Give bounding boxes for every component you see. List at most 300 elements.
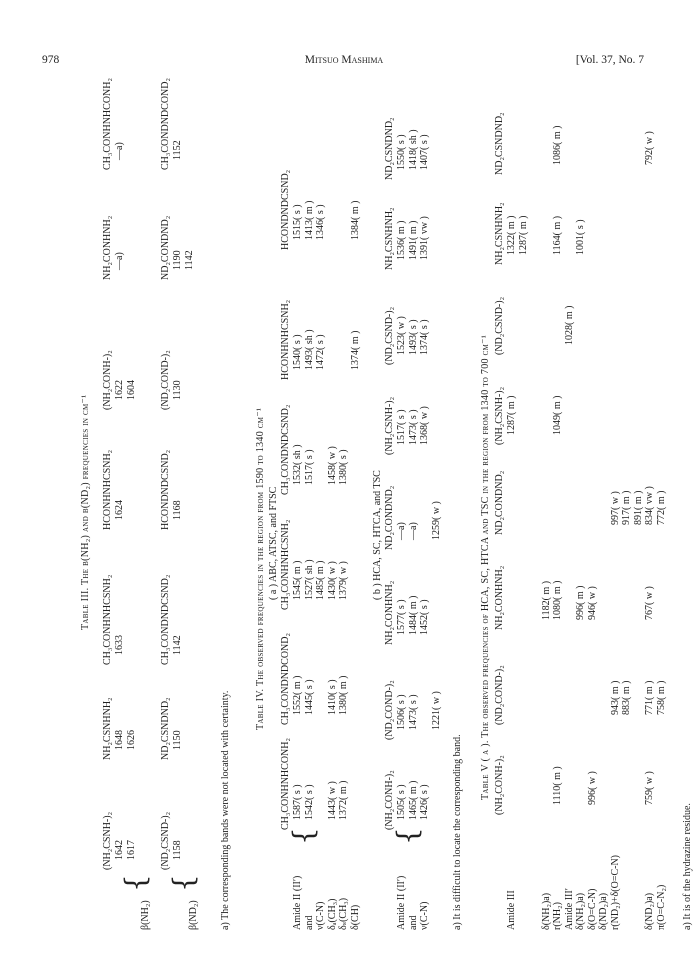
- table-cell: 1545( m ): [292, 560, 303, 600]
- table-cell: 1384( m ): [349, 200, 361, 240]
- table-cell: 917( m ): [621, 490, 632, 525]
- value-column: [172, 380, 184, 400]
- row-label: Amide II (II′): [292, 875, 303, 930]
- column-header: HCONDNDCSND₂: [280, 169, 291, 250]
- table-cell: [327, 201, 339, 240]
- table-cell: [564, 216, 576, 255]
- table3-row-nh-label: β(NH₂): [140, 900, 151, 930]
- table-cell: [338, 201, 350, 240]
- table-cell: [529, 766, 541, 805]
- table-cell: [529, 126, 541, 165]
- row-label: r(NH₂): [552, 902, 563, 930]
- table-cell: 1346( s ): [315, 204, 326, 240]
- column-header: (NH₂CSNH-)₂: [384, 396, 395, 455]
- value-column: [506, 126, 667, 165]
- table-cell: [518, 766, 530, 805]
- table-cell: 767( w ): [644, 586, 655, 620]
- column-header: (ND₂CSND-)₂: [384, 306, 395, 365]
- table-cell: [564, 126, 576, 165]
- column-header: CH₃CONDNDCSND₂: [280, 404, 291, 495]
- value-column: [292, 676, 361, 715]
- table-cell: 759( w ): [644, 771, 655, 805]
- volume-info: [Vol. 37, No. 7: [575, 54, 644, 66]
- table-cell: [598, 306, 610, 345]
- table-cell: 1505( s ): [396, 784, 407, 820]
- table-cell: [598, 126, 610, 165]
- table-cell: 1001( s ): [575, 219, 586, 255]
- value-column: [396, 596, 431, 635]
- table-cell: 1287( m ): [506, 395, 517, 435]
- table-cell: 1517( s ): [396, 409, 407, 445]
- table-cell: 1168: [172, 500, 183, 520]
- table-cell: [419, 691, 431, 730]
- table-cell: 1523( w ): [396, 316, 407, 355]
- table-cell: [541, 486, 553, 525]
- table-cell: [610, 396, 622, 435]
- table-cell: 1473( s ): [407, 694, 419, 730]
- table-cell: 1182( m ): [540, 580, 552, 620]
- row-label: δ(ND₂)a): [598, 892, 609, 930]
- table-cell: 1150: [172, 730, 183, 750]
- table-cell: 1130: [172, 380, 183, 400]
- table-cell: [598, 216, 610, 255]
- value-column: [292, 201, 361, 240]
- column-header: HCONDNDCSND₂: [160, 449, 171, 530]
- table-cell: 1506( s ): [396, 694, 407, 730]
- table-cell: 792( w ): [644, 131, 655, 165]
- value-column: [506, 486, 667, 525]
- table-cell: 1633: [114, 635, 125, 655]
- table-cell: 1380( m ): [338, 675, 349, 715]
- table-cell: [633, 306, 645, 345]
- value-column: [506, 396, 667, 435]
- column-header: ND₂CONDND₂: [384, 485, 395, 550]
- table-cell: [541, 126, 553, 165]
- value-column: [506, 681, 667, 715]
- value-column: [506, 766, 667, 805]
- table-cell: [518, 581, 530, 620]
- table-cell: 1190: [172, 250, 183, 270]
- table-cell: [541, 396, 553, 435]
- table-cell: [633, 216, 645, 255]
- table-cell: [587, 306, 599, 345]
- table-cell: 1577( s ): [396, 599, 407, 635]
- value-column: [396, 691, 442, 730]
- table-cell: [644, 306, 656, 345]
- table-cell: 1028( m ): [563, 305, 575, 345]
- column-header: (ND₂COND-)₂: [494, 665, 505, 725]
- value-column: [506, 306, 667, 345]
- table-cell: 1379( w ): [338, 561, 349, 600]
- table-cell: [587, 486, 599, 525]
- table-cell: 1372( m ): [338, 780, 349, 820]
- table-cell: 1287( m ): [517, 215, 529, 255]
- table-cell: 1413( m ): [303, 200, 315, 240]
- table-cell: [587, 216, 599, 255]
- table-cell: [529, 216, 541, 255]
- table-cell: 1540( s ): [292, 334, 303, 370]
- column-header: ND₂CSNDND₂: [160, 697, 171, 760]
- table-cell: [552, 306, 564, 345]
- running-author: Mitsuo Mashima: [304, 54, 384, 66]
- table-cell: [350, 559, 362, 600]
- table-cell: 1587( s ): [292, 784, 303, 820]
- column-header: CH₃CONHNHCSNH₂: [280, 519, 291, 610]
- value-column: [172, 250, 195, 270]
- brace-icon: {: [287, 827, 320, 845]
- table-cell: 1445( s ): [303, 679, 315, 715]
- table-cell: 1380( s ): [338, 449, 349, 485]
- table-cell: [552, 486, 564, 525]
- table-cell: [541, 216, 553, 255]
- table-cell: 997( w ): [609, 491, 621, 525]
- column-header: NH₂CONHNH₂: [494, 565, 505, 630]
- table-cell: [598, 396, 610, 435]
- table-cell: 891( m ): [632, 490, 644, 525]
- table-cell: [656, 396, 668, 435]
- table-cell: [518, 396, 530, 435]
- table-cell: 1368( w ): [419, 406, 430, 445]
- column-header: (NH₂CONH-)₂: [384, 770, 395, 830]
- column-header: CH₃CONDNDCSND₂: [160, 574, 171, 665]
- value-column: [172, 140, 184, 160]
- column-header: (ND₂CSND-)₂: [160, 811, 171, 870]
- row-label: δ(ND₂)a): [644, 892, 655, 930]
- table-cell: [350, 781, 362, 820]
- column-header: CH₃CONHNHCONH₂: [280, 738, 291, 830]
- value-column: [396, 406, 431, 445]
- value-column: [172, 500, 184, 520]
- table-cell: [598, 681, 610, 715]
- table5-title: Table V ( a ). The observed frequencies of HCA, SC, HTCA and TSC in the region from 1340 to 700 cm⁻¹: [480, 335, 491, 800]
- table-cell: 1110( m ): [552, 766, 563, 805]
- table-cell: [506, 486, 518, 525]
- table-cell: [564, 486, 576, 525]
- table-cell: 1391( vw ): [419, 216, 430, 260]
- row-label: δₐ(CH₃): [326, 898, 338, 930]
- value-column: [396, 781, 431, 820]
- table-cell: 758( m ): [655, 680, 667, 715]
- table-cell: [350, 444, 362, 485]
- table-cell: [656, 306, 668, 345]
- row-label: ν(C-N): [419, 901, 430, 930]
- table-cell: [575, 766, 587, 805]
- column-header: (NH₂CONH-)₂: [494, 755, 505, 815]
- table-cell: [656, 126, 668, 165]
- page-number: 978: [42, 54, 60, 66]
- table-cell: 1517( s ): [303, 449, 315, 485]
- table-cell: [506, 306, 518, 345]
- table-cell: [506, 581, 518, 620]
- table-cell: [621, 126, 633, 165]
- column-header: (ND₂COND-)₂: [384, 680, 395, 740]
- table-cell: [315, 781, 327, 820]
- value-column: [506, 581, 667, 620]
- column-header: (NH₂CONH-)₂: [102, 350, 113, 410]
- table-cell: 1515( s ): [292, 204, 303, 240]
- table-cell: [656, 216, 668, 255]
- table-cell: [644, 216, 656, 255]
- table-cell: 1426( s ): [419, 784, 430, 820]
- table-cell: [621, 396, 633, 435]
- value-column: [172, 635, 184, 655]
- table-cell: [315, 444, 327, 485]
- row-label: δ(NH₂)a): [575, 892, 586, 930]
- table-cell: —a): [407, 522, 419, 540]
- column-header: CH₃CONDNDCOND₂: [280, 633, 291, 725]
- column-header: (ND₂COND-)₂: [160, 350, 171, 410]
- row-label: Amide II (II′): [396, 875, 407, 930]
- table-cell: [621, 306, 633, 345]
- table-cell: [633, 681, 645, 715]
- table-cell: [327, 329, 339, 370]
- row-label: and: [303, 915, 315, 930]
- table-cell: [598, 486, 610, 525]
- table-cell: 1491( m ): [407, 220, 419, 260]
- table-cell: 1049( m ): [552, 395, 563, 435]
- column-header: NH₂CSNHNH₂: [384, 207, 395, 270]
- table-cell: 1374( m ): [349, 330, 361, 370]
- value-column: [114, 142, 126, 160]
- table-cell: 834( vw ): [644, 486, 655, 525]
- column-header: (ND₂CSND-)₂: [494, 296, 505, 355]
- column-header: NH₂CSNHNH₂: [494, 202, 505, 265]
- table-cell: 1374( s ): [419, 319, 430, 355]
- table-cell: 1493( s ): [407, 319, 419, 355]
- column-header: CH₃CONDNDCOND₂: [160, 78, 171, 170]
- table-cell: [529, 396, 541, 435]
- table-cell: [598, 766, 610, 805]
- table-cell: 1642: [114, 840, 125, 860]
- table-cell: [552, 681, 564, 715]
- table4-sub-b: ( b ) HCA, SC, HTCA, and TSC: [372, 470, 383, 600]
- table4-title: Table IV. The observed frequencies in the region from 1590 to 1340 cm⁻¹: [255, 407, 266, 730]
- value-column: [114, 252, 126, 270]
- table-cell: [656, 581, 668, 620]
- table-cell: 1473( s ): [407, 409, 419, 445]
- table-cell: [633, 581, 645, 620]
- brace-icon: {: [167, 874, 200, 892]
- value-column: [114, 380, 137, 400]
- table-cell: 1142: [183, 250, 195, 270]
- row-label: δ(CH): [349, 904, 361, 930]
- column-header: NH₂CONHNH₂: [102, 215, 113, 280]
- table-cell: —a): [114, 252, 125, 270]
- table-cell: [633, 396, 645, 435]
- table3-footnote: a) The corresponding bands were not located with certainty.: [220, 690, 231, 930]
- table4-footnote: a) It is difficult to locate the corresponding band.: [452, 734, 463, 930]
- table-cell: 1472( s ): [315, 334, 326, 370]
- value-column: [172, 840, 184, 860]
- column-header: CH₃CONHNHCSNH₂: [102, 574, 113, 665]
- table-cell: 772( m ): [655, 490, 667, 525]
- table-cell: [587, 126, 599, 165]
- value-column: [114, 635, 126, 655]
- table-cell: [315, 676, 327, 715]
- table-cell: [564, 581, 576, 620]
- table-cell: [575, 306, 587, 345]
- table-cell: 1484( m ): [407, 595, 419, 635]
- table-cell: [518, 681, 530, 715]
- row-label: ν(C-N): [315, 901, 326, 930]
- table-cell: [541, 681, 553, 715]
- table-cell: [564, 396, 576, 435]
- table-cell: [564, 681, 576, 715]
- table-cell: [529, 581, 541, 620]
- table-cell: 996( m ): [575, 585, 586, 620]
- table-cell: 946( w ): [586, 586, 598, 620]
- table-cell: [610, 306, 622, 345]
- table-cell: —a): [396, 522, 407, 540]
- table3-row-nd-label: β(ND₂): [188, 900, 199, 930]
- table-cell: [506, 126, 518, 165]
- table-cell: 996( w ): [586, 771, 598, 805]
- table-cell: 1158: [172, 840, 183, 860]
- table-cell: 1536( m ): [396, 220, 407, 260]
- table-cell: 1550( s ): [396, 134, 407, 170]
- value-column: [292, 444, 361, 485]
- table-cell: [575, 486, 587, 525]
- table-cell: 1080( m ): [552, 580, 563, 620]
- table-cell: [644, 396, 656, 435]
- table-cell: 1617: [125, 840, 137, 860]
- table-cell: 1221( w ): [430, 691, 442, 730]
- table-cell: 771( m ): [644, 680, 655, 715]
- table-cell: 1259( w ): [430, 501, 442, 540]
- table-cell: 1648: [114, 730, 125, 750]
- row-label: r(ND₂)+δ(O=C-N): [609, 854, 621, 930]
- table-cell: [529, 486, 541, 525]
- table-cell: 1407( s ): [419, 134, 430, 170]
- value-column: [292, 559, 361, 600]
- table-cell: 1164( m ): [552, 215, 563, 255]
- table-cell: 1532( sh ): [292, 444, 303, 485]
- value-column: [292, 781, 361, 820]
- table-cell: [506, 766, 518, 805]
- column-header: NH₂CONHNH₂: [384, 580, 395, 645]
- column-header: CH₃CONHNHCONH₂: [102, 78, 113, 170]
- value-column: [114, 500, 126, 520]
- table-cell: [587, 396, 599, 435]
- table-cell: —a): [114, 142, 125, 160]
- column-header: HCONHNHCSNH₂: [102, 449, 113, 530]
- table-cell: 1458( w ): [326, 446, 338, 485]
- table-cell: [610, 216, 622, 255]
- brace-icon: {: [119, 874, 152, 892]
- value-column: [114, 730, 137, 750]
- table-cell: 1624: [114, 500, 125, 520]
- table-cell: [587, 681, 599, 715]
- table-cell: [419, 501, 431, 540]
- table-cell: [506, 681, 518, 715]
- table-cell: [610, 766, 622, 805]
- table-cell: 1542( s ): [303, 784, 315, 820]
- row-label: and: [407, 915, 419, 930]
- table-cell: 1622: [114, 380, 125, 400]
- table-cell: 1410( s ): [326, 679, 338, 715]
- table-cell: 1152: [172, 140, 183, 160]
- table-cell: 1452( s ): [419, 599, 430, 635]
- table3-title: Table III. The β(NH₂) and β(ND₂) frequencies in cm⁻¹: [80, 394, 91, 630]
- value-column: [114, 840, 137, 860]
- column-header: HCONHNHCSNH₂: [280, 299, 291, 380]
- column-header: (NH₂CSNH-)₂: [102, 811, 113, 870]
- column-header: ND₂CSNDND₂: [384, 117, 395, 180]
- table-cell: [575, 396, 587, 435]
- row-label: δ(O=C-N): [586, 888, 598, 930]
- value-column: [396, 501, 442, 540]
- brace-icon: {: [391, 827, 424, 845]
- table-cell: 883( m ): [621, 680, 632, 715]
- column-header: (NH₂CSNH-)₂: [494, 386, 505, 445]
- table-cell: [621, 581, 633, 620]
- table-cell: [518, 486, 530, 525]
- row-label: π(O=C-N₂): [655, 884, 667, 930]
- row-label: Amide III: [506, 890, 517, 930]
- value-column: [396, 316, 431, 355]
- table-cell: 1418( sh ): [407, 129, 419, 170]
- table-cell: [541, 306, 553, 345]
- column-header: ND₂CONDND₂: [494, 470, 505, 535]
- table-cell: 1465( m ): [407, 780, 419, 820]
- table-cell: 1443( w ): [326, 781, 338, 820]
- column-header: ND₂CONDND₂: [160, 215, 171, 280]
- table-cell: [350, 676, 362, 715]
- table-cell: 1626: [125, 730, 137, 750]
- table4-sub-a: ( a ) ABC, ATSC, and FTSC: [268, 486, 279, 600]
- row-label: Amide III′: [563, 888, 575, 930]
- table-cell: 1322( m ): [506, 215, 517, 255]
- table-cell: [529, 681, 541, 715]
- value-column: [396, 129, 431, 170]
- column-header: NH₂CSNHNH₂: [102, 697, 113, 760]
- table-cell: 1604: [125, 380, 137, 400]
- row-label: δ(NH₂)a): [540, 892, 552, 930]
- value-column: [292, 329, 361, 370]
- column-header: ND₂CSNDND₂: [494, 112, 505, 175]
- table-cell: [529, 306, 541, 345]
- table-cell: [575, 681, 587, 715]
- table-cell: 943( m ): [609, 680, 621, 715]
- table5-footnote: a) It is of the hydrazine residue.: [682, 803, 693, 930]
- table-cell: [518, 126, 530, 165]
- table-cell: 1552( m ): [292, 675, 303, 715]
- table-cell: [656, 766, 668, 805]
- table-cell: 1430( w ): [326, 561, 338, 600]
- table-cell: [338, 329, 350, 370]
- table-cell: 1493( sh ): [303, 329, 315, 370]
- table-cell: [621, 766, 633, 805]
- table-cell: [518, 306, 530, 345]
- rotated-tables: [80, 78, 693, 930]
- table-cell: 1527( sh ): [303, 559, 315, 600]
- table-cell: [575, 126, 587, 165]
- value-column: [396, 216, 431, 260]
- table-cell: [610, 581, 622, 620]
- table-cell: 1485( m ): [315, 560, 326, 600]
- value-column: [172, 730, 184, 750]
- table-cell: [610, 126, 622, 165]
- value-column: [506, 216, 667, 255]
- table-cell: [633, 126, 645, 165]
- table-cell: [633, 766, 645, 805]
- table-cell: [541, 766, 553, 805]
- table-cell: 1142: [172, 635, 183, 655]
- table-cell: [598, 581, 610, 620]
- table-cell: [621, 216, 633, 255]
- row-label: δₛ(CH₃): [338, 897, 349, 930]
- table-cell: 1086( m ): [552, 125, 563, 165]
